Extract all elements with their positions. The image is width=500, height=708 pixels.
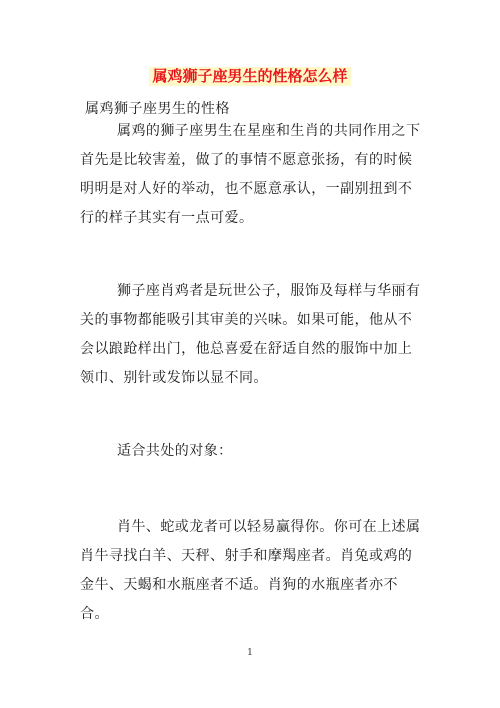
page-title: 属鸡狮子座男生的性格怎么样 [149, 67, 350, 86]
section-heading: 属鸡狮子座男生的性格 [85, 101, 230, 117]
paragraph-compatibility: 肖牛、蛇或龙者可以轻易赢得你。你可在上述属肖牛寻找白羊、天秤、射手和摩羯座者。肖兔或鸡的金牛、天蝎和水瓶座者不适。肖狗的水瓶座者亦不合。 [80, 519, 421, 622]
page-number: 1 [247, 648, 253, 658]
title-row [0, 66, 500, 86]
paragraph-compatible-heading: 适合共处的对象： [117, 443, 233, 459]
paragraph-intro: 属鸡的狮子座男生在星座和生肖的共同作用之下首先是比较害羞，做了的事情不愿意张扬，有的时候明明是对人好的举动，也不愿意承认，一副别扭到不行的样子其实有一点可爱。 [80, 123, 421, 226]
paragraph-style: 狮子座肖鸡者是玩世公子，服饰及每样与华丽有关的事物都能吸引其审美的兴味。如果可能，他从不会以踉跄样出门，他总喜爱在舒适自然的服饰中加上领巾、别针或发饰以显不同。 [80, 283, 421, 386]
